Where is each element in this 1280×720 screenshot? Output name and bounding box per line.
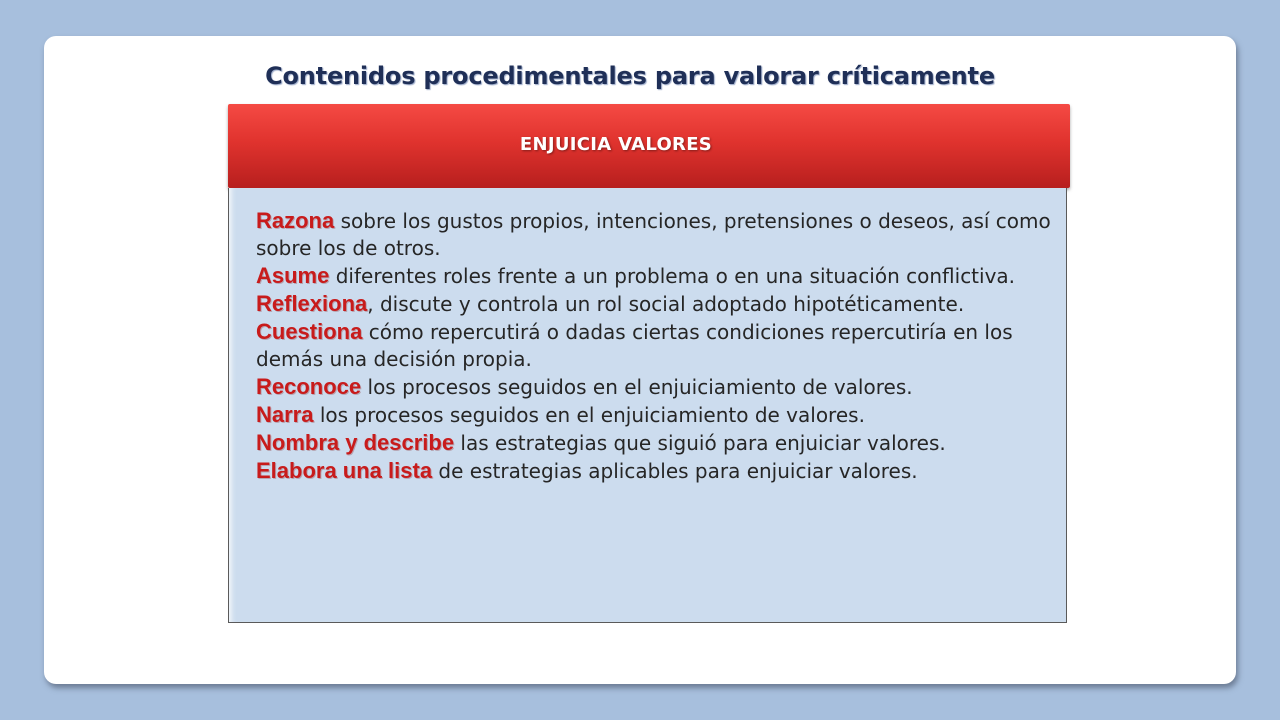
- slide-title: Contenidos procedimentales para valorar críticamente: [265, 62, 995, 90]
- list-item: [256, 262, 1056, 290]
- item-keyword: Reconoce: [256, 374, 362, 399]
- item-text: las estrategias que siguió para enjuiciar valores.: [454, 431, 946, 455]
- list-item: [256, 318, 1056, 373]
- item-text: sobre los gustos propios, intenciones, pretensiones o deseos, así como sobre los de otros.: [256, 209, 1051, 260]
- item-keyword: Narra: [256, 402, 314, 427]
- content-box: [228, 188, 1067, 623]
- list-item: [256, 429, 1056, 457]
- header-label: ENJUICIA VALORES: [519, 134, 713, 155]
- item-text: , discute y controla un rol social adoptado hipotéticamente.: [367, 292, 965, 316]
- list-item: [256, 290, 1056, 318]
- list-item: [256, 207, 1056, 262]
- item-keyword: Asume: [256, 263, 330, 288]
- list-item: [256, 373, 1056, 401]
- item-text: los procesos seguidos en el enjuiciamiento de valores.: [361, 375, 913, 399]
- header-bar: [228, 104, 1070, 188]
- item-keyword: Reflexiona: [256, 291, 368, 316]
- item-keyword: Cuestiona: [256, 319, 363, 344]
- list-item: [256, 401, 1056, 429]
- item-keyword: Nombra y describe: [256, 430, 455, 455]
- list-item: [256, 457, 1056, 485]
- item-keyword: Razona: [256, 208, 335, 233]
- item-text: los procesos seguidos en el enjuiciamiento de valores.: [313, 403, 865, 427]
- item-list: [256, 207, 1056, 485]
- item-text: cómo repercutirá o dadas ciertas condiciones repercutiría en los demás una decisión propia.: [256, 320, 1013, 371]
- item-text: de estrategias aplicables para enjuiciar valores.: [432, 459, 918, 483]
- item-keyword: Elabora una lista: [256, 458, 433, 483]
- item-text: diferentes roles frente a un problema o en una situación conflictiva.: [329, 264, 1016, 288]
